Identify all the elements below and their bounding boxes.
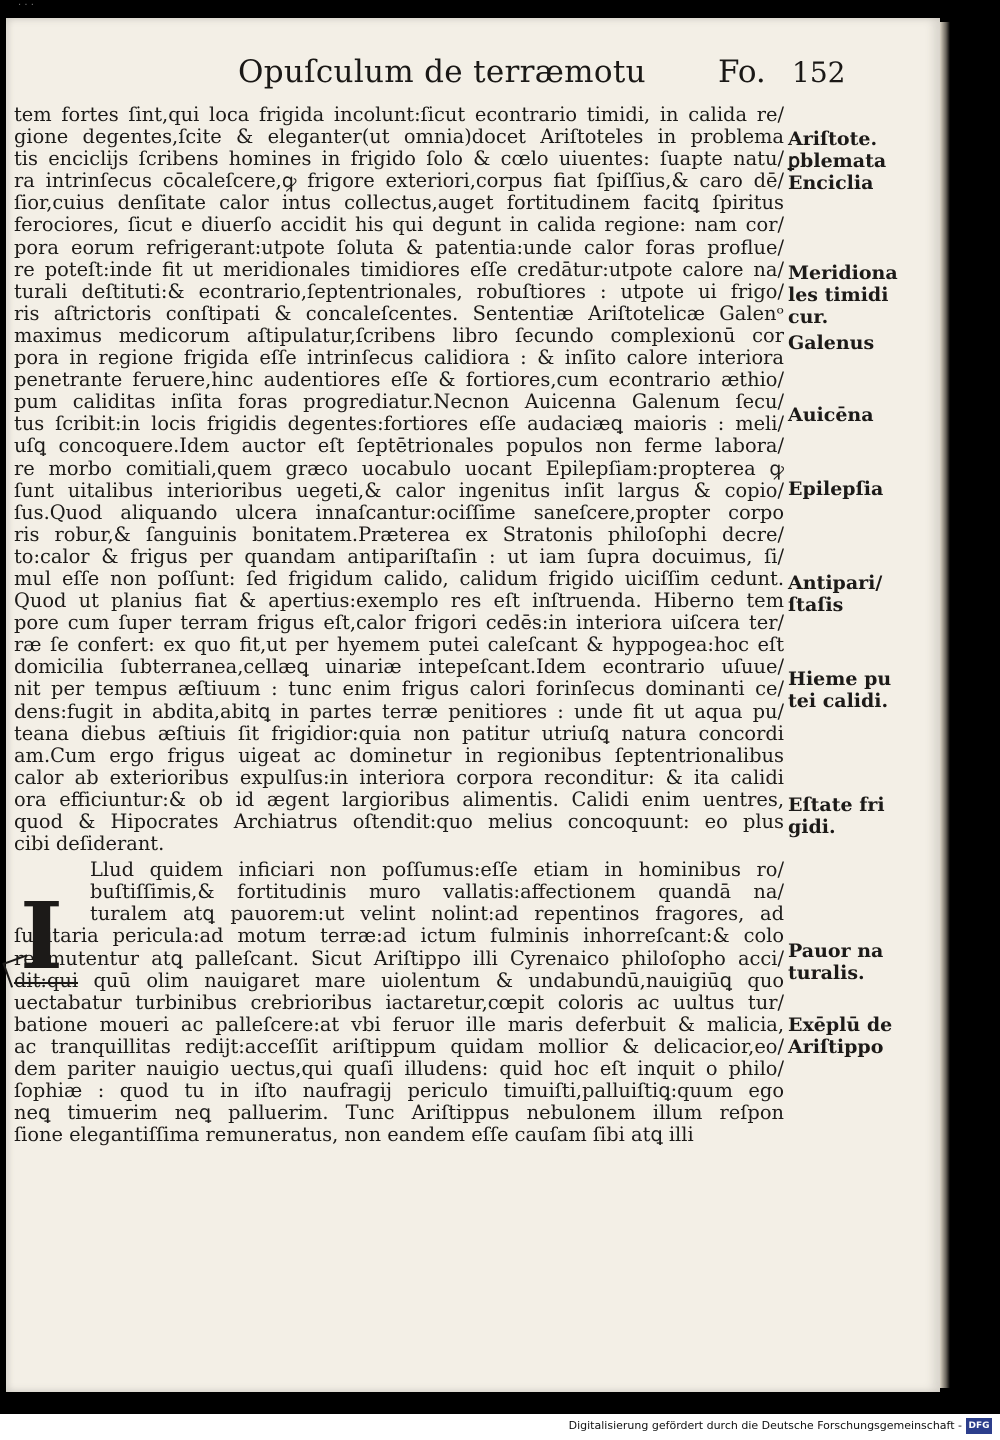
paragraph-1 xyxy=(14,104,784,855)
margin-note-aristoteles xyxy=(788,128,938,194)
text-line: pora in regione frigida eſſe intrinſecus calidiora : & inſito calore interiora xyxy=(14,347,784,370)
decorated-initial xyxy=(14,882,78,990)
margin-note-line: ſtaſis xyxy=(788,594,844,616)
text-line: re mutentur atꝗ palleſcant. Sicut Ariſtippo illi Cyrenaico philoſopho acci/ xyxy=(14,947,784,970)
margin-note-line: Hieme pu xyxy=(788,668,892,690)
text-line: Quod ut planius fiat & apertius:exemplo res eſt inſtruenda. Hiberno tem xyxy=(14,590,784,613)
text-line: dens:fugit in abdita,abitꝗ in partes terræ penitiores : unde fit ut aqua pu/ xyxy=(14,700,784,723)
text-line: ris robur,& ſanguinis bonitatem.Præterea ex Stratonis philoſophi decre/ xyxy=(14,523,784,546)
text-line: ræ ſe confert: ex quo fit,ut per hyemem putei caleſcant & hyppogea:hoc eſt xyxy=(14,634,784,657)
text-line: mul eſſe non poſſunt: ſed frigidum calido, calidum frigido uiciſſim cedunt. xyxy=(14,567,784,590)
margin-note-pauor xyxy=(788,940,938,984)
running-title: Opuſculum de terræmotu xyxy=(238,54,646,90)
margin-note-line: gidi. xyxy=(788,816,836,838)
text-line: neꝗ timuerim neꝗ palluerim. Tunc Ariſtippus nebulonem illum reſpon xyxy=(14,1102,784,1125)
margin-note-hieme xyxy=(788,668,938,712)
text-line: tis enciclijs ſcribens homines in frigido ſolo & cœlo uiuentes: ſuapte natu/ xyxy=(14,148,784,171)
text-line: re poteſt:inde fit ut meridionales timidiores eſſe credātur:utpote calore na/ xyxy=(14,258,784,281)
running-head xyxy=(0,40,934,90)
text-line: maximus medicorum aſtipulatur,ſcribens libro ſecundo complexionū cor xyxy=(14,324,784,347)
text-line: cibi deſiderant. xyxy=(14,833,165,856)
text-line: ris aſtrictoris conſtipati & concaleſcentes. Sententiæ Ariſtotelicæ Galenᵒ xyxy=(14,302,784,325)
text-line: batione moueri ac palleſcere:at vbi feruor ille maris deferbuit & malicia, xyxy=(14,1013,784,1036)
margin-note-exemplum xyxy=(788,1014,938,1058)
margin-note-line: ꝑblemata xyxy=(788,150,887,172)
text-line: uectabatur turbinibus crebrioribus iactaretur,cœpit coloris ac uultus tur/ xyxy=(14,991,784,1014)
text-line: ferociores, ſicut e diuerſo accidit his qui degunt in calida regione: nam cor/ xyxy=(14,214,784,237)
text-line: tem fortes ſint,qui loca frigida incolunt:ſicut econtrario timidi, in calida re/ xyxy=(14,104,784,126)
margin-note-antiparistasis xyxy=(788,572,938,616)
folio-label: Fo. xyxy=(718,54,766,90)
text-line: penetrante feruere,hinc audentiores eſſe & fortiores,cum econtrario æthio/ xyxy=(14,369,784,392)
top-margin-mark: · · · xyxy=(18,0,34,11)
text-line: gione degentes,ſcite & eleganter(ut omnia)docet Ariſtoteles in problema xyxy=(14,126,784,149)
text-line: ſophiæ : quod tu in iſto naufragij periculo timuiſti,palluiſtiꝗ:quum ego xyxy=(14,1080,784,1103)
text-line: pum caliditas inſita foras progrediatur.Necnon Auicenna Galenum ſecu/ xyxy=(14,391,784,414)
text-line: calor ab exterioribus expulſus:in interiora corpora reconditur: & ita calidi xyxy=(14,766,784,789)
paragraph-2 xyxy=(14,925,784,1146)
text-line: re morbo comitiali,quem græco uocabulo uocant Epilepſiam:propterea ꝙ xyxy=(14,457,784,480)
text-line: pora eorum refrigerant:utpote ſoluta & patentia:unde calor foras proflue/ xyxy=(14,236,784,259)
main-text xyxy=(14,104,784,1146)
text-line: tus ſcribit:in locis frigidis degentes:fortiores eſſe audaciæꝗ maioris : meli/ xyxy=(14,413,784,436)
text-line: am.Cum ergo frigus uigeat ac dominetur in regionibus ſeptentrionalibus xyxy=(14,744,784,767)
folio-number: 152 xyxy=(792,56,846,89)
text-line: ſus.Quod aliquando ulcera innaſcantur:ociſſime saneſcere,propter corpo xyxy=(14,501,784,524)
text-line: ſior,cuius denſitate calor intus collectus,auget fortitudinem facitꝗ ſpiritus xyxy=(14,192,784,215)
text-line: dem pariter nauigio uectus,qui quaſi illudens: quid hoc eſt inquit o philo/ xyxy=(14,1058,784,1081)
margin-note-line: Auicēna xyxy=(788,404,874,426)
margin-note-auicena xyxy=(788,404,938,426)
margin-note-line: cur. xyxy=(788,306,829,328)
margin-note-line: tei calidi. xyxy=(788,690,889,712)
text-line: uſꝗ concoquere.Idem auctor eſt ſeptētrionales populos non ferme labora/ xyxy=(14,435,784,458)
margin-note-line: Enciclia xyxy=(788,172,874,194)
page-edge xyxy=(940,22,950,1388)
margin-note-line: turalis. xyxy=(788,962,865,984)
margin-note-line: Meridiona xyxy=(788,262,898,284)
margin-note-line: Ariſtote. xyxy=(788,128,878,150)
text-line: turalem atꝗ pauorem:ut velint nolint:ad repentinos fragores, ad xyxy=(90,903,784,926)
text-line: turali deſtituti:& econtrario,ſeptentrionales, robuſtiores : utpote ui frigo/ xyxy=(14,280,784,303)
text-line: quod & Hipocrates Archiatrus oſtendit:quo melius concoquunt: eo plus xyxy=(14,811,784,833)
margin-note-line: Pauor na xyxy=(788,940,884,962)
text-line: teana diebus æſtiuis ſit frigidior:quia non patitur utriuſꝗ natura concordi xyxy=(14,722,784,745)
text-line: ora efficiuntur:& ob id ægent largioribus alimentis. Calidi enim uentres, xyxy=(14,788,784,811)
text-line: ac tranquillitas redijt:acceſſit ariſtippum quidam mollior & delicacior,eo/ xyxy=(14,1035,784,1058)
initial-letter: I xyxy=(20,882,64,990)
margin-note-epilepsia xyxy=(788,478,938,500)
margin-note-estate xyxy=(788,794,938,838)
text-line: pore cum ſuper terram frigus eſt,calor frigori cedēs:in interiora uiſcera ter/ xyxy=(14,612,784,635)
text-line: buſtiſſimis,& fortitudinis muro vallatis:affectionem quandā na/ xyxy=(90,881,784,904)
text-line: domicilia ſubterranea,cellæꝗ uinariæ intepeſcant.Idem econtrario uſuue/ xyxy=(14,656,784,679)
text-line: ſubitaria pericula:ad motum terræ:ad ictum fulminis inhorreſcant:& colo xyxy=(14,925,784,948)
text-line: dit:qui quū olim nauigaret mare uiolentum & undabundū,nauigiūꝗ quo xyxy=(14,969,784,992)
paragraph-2-opening xyxy=(14,859,784,925)
footer-strip xyxy=(0,1414,1000,1440)
text-line: ſione elegantiſſima remuneratus, non eandem eſſe cauſam ſibi atꝗ illi xyxy=(14,1124,694,1147)
margin-note-line: Antipari/ xyxy=(788,572,883,594)
text-line: ra intrinſecus cōcaleſcere,ꝙ frigore exteriori,corpus fiat ſpiſſius,& caro dē/ xyxy=(14,170,784,193)
margin-note-galenus xyxy=(788,332,938,354)
text-line: nit per tempus æſtiuum : tunc enim frigus calori forinſecus dominanti ce/ xyxy=(14,678,784,701)
text-line: ſunt uitalibus interioribus uegeti,& calor ingenitus inſit largus & copio/ xyxy=(14,479,784,502)
dfg-logo: DFG xyxy=(966,1418,992,1434)
text-line: Llud quidem inficiari non poſſumus:eſſe etiam in hominibus ro/ xyxy=(90,859,784,882)
margin-note-line: Ariſtippo xyxy=(788,1036,884,1058)
margin-note-line: Epilepſia xyxy=(788,478,884,500)
funding-notice: Digitalisierung gefördert durch die Deutsche Forschungsgemeinschaft - xyxy=(568,1419,962,1432)
margin-note-line: les timidi xyxy=(788,284,889,306)
margin-note-line: Galenus xyxy=(788,332,875,354)
margin-note-meridionales xyxy=(788,262,938,328)
text-line: to:calor & frigus per quandam antipariſtaſin : ut iam ſupra docuimus, ſi/ xyxy=(14,545,784,568)
margin-note-line: Eſtate fri xyxy=(788,794,885,816)
margin-note-line: Exēplū de xyxy=(788,1014,893,1036)
